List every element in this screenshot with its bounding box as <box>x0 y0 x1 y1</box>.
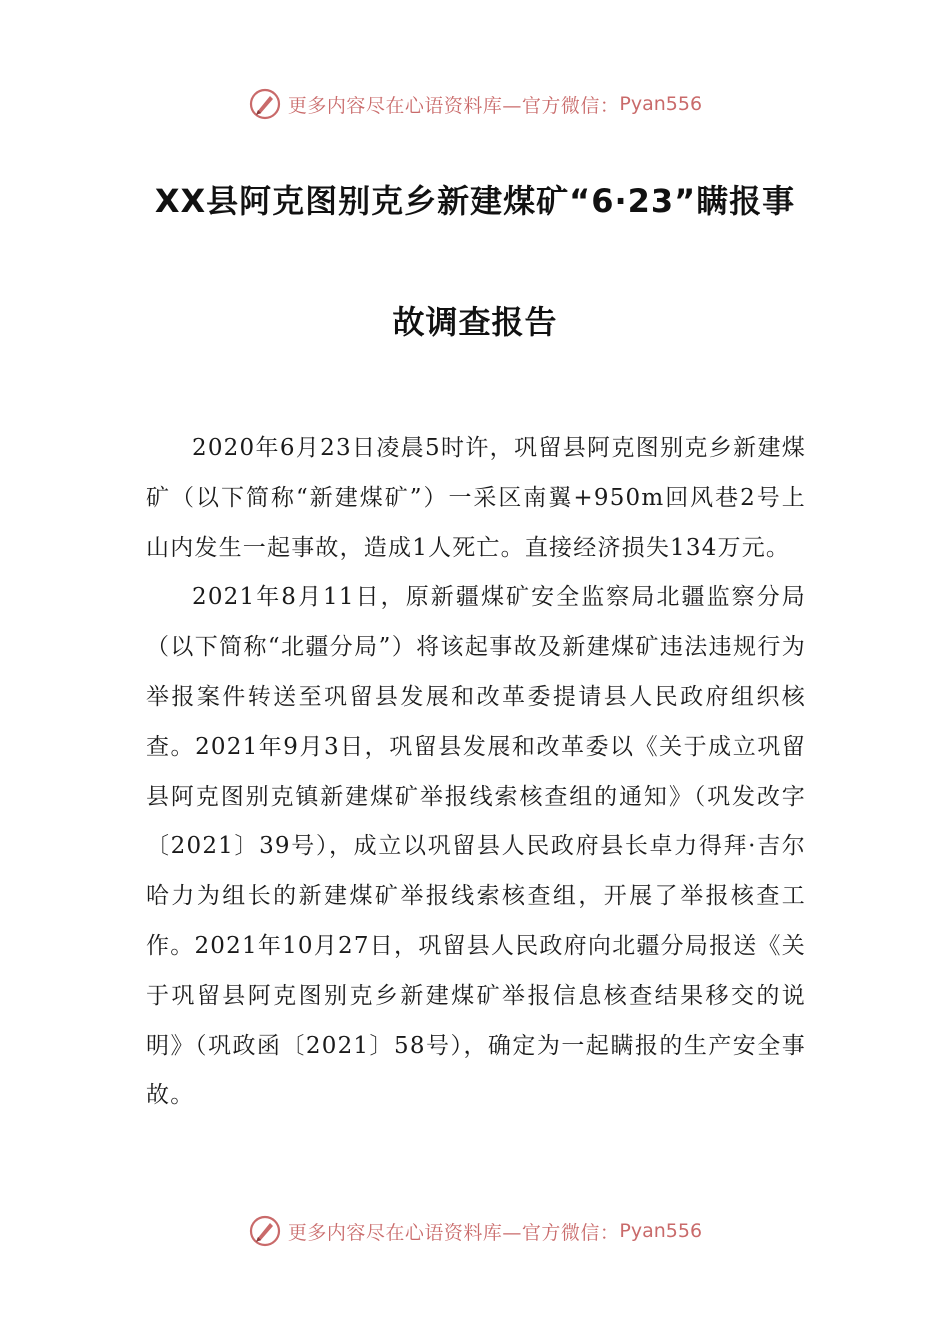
document-title-line-1: XX县阿克图别克乡新建煤矿“6·23”瞒报事 <box>154 182 796 220</box>
header-watermark <box>0 84 950 124</box>
watermark-contact: Pyan556 <box>619 1220 703 1242</box>
pen-logo-icon <box>248 1214 282 1248</box>
watermark-contact: Pyan556 <box>619 93 703 115</box>
body-paragraph-2: 2021年8月11日，原新疆煤矿安全监察局北疆监察分局（以下简称“北疆分局”）将该起事故及新建煤矿违法违规行为举报案件转送至巩留县发展和改革委提请县人民政府组织核查。2021年9月3日，巩留县发展和改革委以《关于成立巩留县阿克图别克镇新建煤矿举报线索核查组的通知》（巩发改字〔2021〕39号），成立以巩留县人民政府县长卓力得拜·吉尔哈力为组长的新建煤矿举报线索核查组，开展了举报核查工作。2021年10月27日，巩留县人民政府向北疆分局报送《关于巩留县阿克图别克乡新建煤矿举报信息核查结果移交的说明》（巩政函〔2021〕58号），确定为一起瞒报的生产安全事故。 <box>146 584 806 1109</box>
pen-logo-icon <box>248 87 282 121</box>
document-body <box>146 424 806 1121</box>
document-title-line-2: 故调查报告 <box>392 303 558 341</box>
body-paragraph-1: 2020年6月23日凌晨5时许，巩留县阿克图别克乡新建煤矿（以下简称“新建煤矿”）一采区南翼+950m回风巷2号上山内发生一起事故，造成1人死亡。直接经济损失134万元。 <box>146 435 806 561</box>
footer-watermark <box>0 1211 950 1251</box>
watermark-text: 更多内容尽在心语资料库—官方微信： <box>287 94 620 117</box>
watermark-text: 更多内容尽在心语资料库—官方微信： <box>287 1221 620 1244</box>
